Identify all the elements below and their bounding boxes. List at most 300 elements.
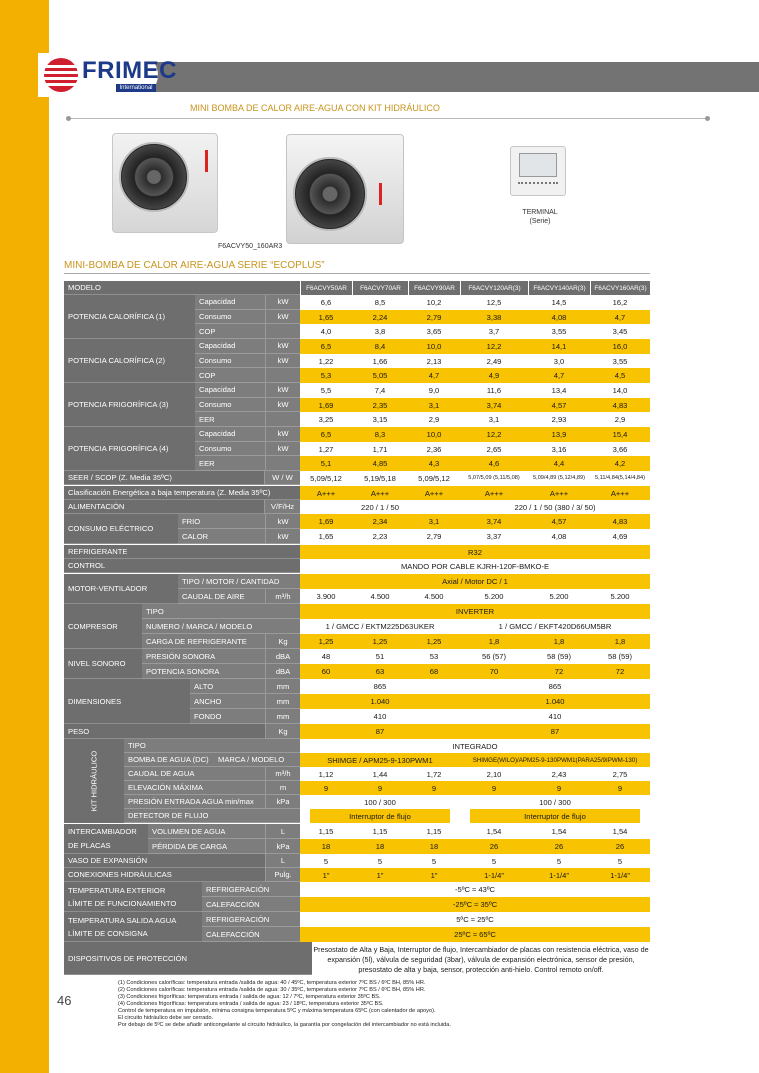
value-cell: 2,49 — [486, 356, 502, 366]
row-label: ALIMENTACIÓN — [64, 500, 264, 514]
value-cell: 58 (59) — [607, 652, 633, 661]
value-cell: 1” — [408, 868, 460, 882]
value-cell: 4,3 — [408, 456, 460, 471]
value-cell: 2,9 — [614, 415, 626, 425]
value-cell: 9 — [460, 781, 528, 795]
row-label: PESO — [64, 724, 265, 739]
unit-cell: kW — [265, 383, 300, 398]
value-cell: 1,12 — [318, 769, 334, 779]
table-header-modelo: MODELO — [64, 281, 300, 295]
value-cell: 1,15 — [426, 827, 442, 836]
value-cell: 10,0 — [408, 339, 460, 354]
row-label: REFRIGERANTE — [64, 545, 300, 559]
row-label: COP — [195, 324, 265, 339]
unit-cell: kW — [265, 339, 300, 354]
value-cell: 6,5 — [300, 427, 352, 442]
value-cell: 7,4 — [374, 385, 386, 395]
value-cell: 56 (57) — [481, 652, 507, 661]
unit-cell: L — [265, 824, 300, 839]
value-cell: 4.500 — [370, 592, 390, 601]
group-label — [64, 912, 202, 942]
value-cell: 3,65 — [426, 327, 442, 337]
value-cell: 4,57 — [528, 514, 590, 529]
value-cell: 4,0 — [320, 327, 332, 337]
value-cell: 9 — [590, 781, 650, 795]
unit-cell: Pulg. — [265, 868, 300, 882]
value-cell: 5,09/5,12 — [310, 473, 342, 483]
value-cell: 5 — [491, 856, 497, 866]
value-cell: 25ºC ≈ 65ºC — [300, 927, 650, 942]
value-cell: 18 — [352, 839, 408, 854]
row-label: POTENCIA SONORA — [142, 664, 265, 679]
value-cell: 1,8 — [590, 634, 650, 649]
value-cell: 2,65 — [486, 444, 502, 454]
value-cell: 1-1/4” — [590, 868, 650, 882]
row-label: ANCHO — [190, 694, 265, 709]
divider — [64, 273, 650, 274]
value-cell: 2,79 — [426, 532, 442, 541]
value-cell: 3.900 — [316, 592, 336, 601]
brand-logo — [38, 53, 177, 97]
unit-cell: kW — [265, 295, 300, 310]
row-label: CAUDAL DE AGUA — [124, 767, 265, 781]
value-cell: 2,13 — [426, 356, 442, 366]
group-label: POTENCIA FRIGORÍFICA (4) — [64, 427, 195, 471]
model-header: F6ACVY50AR — [300, 281, 352, 295]
value-cell: 410 — [548, 712, 562, 721]
value-cell: 3,1 — [408, 398, 460, 413]
value-cell: 63 — [352, 664, 408, 679]
unit-cell — [265, 456, 300, 471]
value-cell: 1,54 — [486, 827, 502, 836]
value-cell: 4,4 — [528, 456, 590, 471]
value-cell: 5,09/5,12 — [418, 473, 450, 483]
value-cell: 13,9 — [528, 427, 590, 442]
value-cell: 3,38 — [460, 310, 528, 325]
value-cell: 1-1/4” — [460, 868, 528, 882]
value-cell: 5ºC ≈ 25ºC — [456, 915, 494, 924]
group-label: CONSUMO ELÉCTRICO — [64, 514, 178, 544]
value-cell: 4,7 — [408, 368, 460, 383]
value-cell: SHIMGE(WILO)/APM25-9-130PWM1(PARA25/9IPWM-130) — [460, 753, 650, 767]
value-cell: 12,5 — [486, 297, 502, 307]
row-label: DETECTOR DE FLUJO — [124, 809, 300, 823]
fan-icon — [119, 142, 189, 212]
inter-label: INTERCAMBIADOR — [68, 826, 137, 836]
row-label: PRESIÓN SONORA — [142, 649, 265, 664]
value-cell: 3,66 — [612, 444, 628, 454]
value-cell: 5.200 — [484, 592, 504, 601]
value-cell: MANDO POR CABLE KJRH-120F-BMKO-E — [400, 561, 550, 571]
temp-label: TEMPERATURA EXTERIOR — [68, 885, 166, 895]
terminal-caption: TERMINAL (Serie) — [522, 209, 558, 225]
value-cell: 4,69 — [612, 532, 628, 541]
value-cell: 1 / GMCC / EKFT420D66UM5BR — [498, 622, 612, 631]
value-cell: -25ºC ≈ 35ºC — [300, 897, 650, 912]
unit-cell: kW — [265, 354, 300, 369]
value-cell: 3,1 — [408, 514, 460, 529]
row-label: FRIO — [178, 514, 265, 529]
group-label — [64, 882, 202, 912]
page-subtitle: MINI BOMBA DE CALOR AIRE-AGUA CON KIT HIDRÁULICO — [190, 103, 440, 113]
row-label: CALEFACCIÓN — [202, 897, 300, 912]
value-cell: 87 — [300, 724, 460, 739]
value-cell: A+++ — [300, 486, 352, 500]
row-label: Consumo — [195, 398, 265, 413]
unit-cell: kW — [265, 427, 300, 442]
row-label: CALEFACCIÓN — [202, 927, 300, 942]
value-cell: 9 — [352, 781, 408, 795]
value-cell: 1-1/4” — [528, 868, 590, 882]
value-cell: 4,83 — [590, 398, 650, 413]
value-cell: 1,71 — [372, 444, 388, 454]
table-title: MINI-BOMBA DE CALOR AIRE-AGUA SERIE “ECOPLUS” — [64, 260, 325, 271]
footnote: Control de temperatura en impulsión, mínima consigna temperatura 5ºC y máxima temperatura 65ºC (con calentador de apoyo). — [118, 1008, 436, 1014]
outdoor-unit-image — [286, 134, 404, 244]
value-cell: 53 — [429, 652, 439, 661]
value-cell: Interruptor de flujo — [470, 809, 640, 823]
row-label: COP — [195, 368, 265, 383]
value-cell: 16,2 — [612, 297, 628, 307]
value-cell: 14,5 — [551, 297, 567, 307]
brand-name: FRIMEC — [82, 57, 177, 84]
value-cell: 1,8 — [460, 634, 528, 649]
value-cell: 1,8 — [528, 634, 590, 649]
value-cell: 3,55 — [612, 356, 628, 366]
value-cell: 60 — [300, 664, 352, 679]
value-cell: INTEGRADO — [452, 741, 498, 751]
value-cell: 2,35 — [352, 398, 408, 413]
row-label: CONEXIONES HIDRÁULICAS — [64, 868, 265, 882]
row-label: PRESIÓN ENTRADA AGUA min/max — [124, 795, 265, 809]
value-cell: 18 — [408, 839, 460, 854]
temp-label: TEMPERATURA SALIDA AGUA — [68, 915, 177, 925]
value-cell: 4,5 — [590, 368, 650, 383]
unit-cell: W / W — [264, 471, 300, 485]
page-number: 46 — [57, 993, 72, 1008]
protection-devices-text: Presostato de Alta y Baja, Interruptor de flujo, Intercambiador de placas con resistencia eléctrica, vaso de expansión (5l), válvula de seguridad (3bar), válvula de expansión electrónica, sensor de presión, presostato de alta y baja, sensor, protección anti-hielo. Control remoto on/off. — [313, 945, 649, 974]
unit-cell: Kg — [265, 724, 300, 739]
row-label: FONDO — [190, 709, 265, 724]
unit-cell: kW — [265, 514, 300, 529]
value-cell: 4,85 — [352, 456, 408, 471]
value-cell: 1,54 — [551, 827, 567, 836]
value-cell: 68 — [408, 664, 460, 679]
group-label: DIMENSIONES — [64, 679, 190, 724]
value-cell: 3,16 — [551, 444, 567, 454]
value-cell: 3,15 — [372, 415, 388, 425]
value-cell: 3,0 — [553, 356, 565, 366]
value-cell: 10,2 — [426, 297, 442, 307]
unit-cell: kW — [265, 310, 300, 325]
row-label: Capacidad — [195, 295, 265, 310]
value-cell: 5,07/5,09 (5,11/5,08) — [468, 475, 520, 481]
outdoor-unit-image — [112, 133, 218, 233]
temp-label: LÍMITE DE FUNCIONAMIENTO — [68, 898, 177, 908]
value-cell: 1,15 — [318, 827, 334, 836]
unit-cell: V/F/Hz — [264, 500, 300, 514]
row-label: Consumo — [195, 442, 265, 457]
value-cell: 58 (59) — [546, 652, 572, 661]
value-cell: 5,5 — [320, 385, 332, 395]
value-cell: 1,69 — [300, 514, 352, 529]
value-cell: 16,0 — [590, 339, 650, 354]
row-label: Consumo — [195, 354, 265, 369]
footnote: (3) Condiciones frigoríficas: temperatura entrada / salida de agua: 12 / 7ºC, temperatura exterior 35ºC BS. — [118, 994, 381, 1000]
value-cell: 5 — [617, 856, 623, 866]
value-cell: 1.040 — [460, 694, 650, 709]
value-cell: 4,9 — [460, 368, 528, 383]
footnote: (2) Condiciones caloríficas: temperatura entrada /salida de agua: 30 / 35ºC, temperatura exterior 7ºC BS / 6ºC BH, 85% HR. — [118, 987, 426, 993]
value-cell: 3,8 — [374, 327, 386, 337]
value-cell: 1,54 — [612, 827, 628, 836]
value-cell: 1,69 — [300, 398, 352, 413]
value-cell: 8,5 — [374, 297, 386, 307]
value-cell: A+++ — [408, 486, 460, 500]
value-cell: 13,4 — [551, 385, 567, 395]
value-cell: 3,1 — [488, 415, 500, 425]
value-cell: 2,10 — [486, 769, 502, 779]
footnote: (1) Condiciones caloríficas: temperatura entrada /salida de agua: 40 / 45ºC, temperatura exterior 7ºC BS / 6ºC BH, 85% HR. — [118, 980, 426, 986]
value-cell: 1,15 — [372, 827, 388, 836]
value-cell: 220 / 1 / 50 (380 / 3/ 50) — [514, 502, 596, 512]
value-cell: 410 — [373, 712, 387, 721]
unit-cell: mm — [265, 679, 300, 694]
unit-cell: L — [265, 854, 300, 868]
value-cell: 5,05 — [352, 368, 408, 383]
divider — [68, 118, 708, 119]
value-cell: 220 / 1 / 50 — [361, 502, 399, 512]
group-label: POTENCIA CALORÍFICA (2) — [64, 339, 195, 383]
value-cell: 14,1 — [528, 339, 590, 354]
unit-cell: mm — [265, 709, 300, 724]
value-cell: 2,23 — [372, 532, 388, 541]
value-cell: 100 / 300 — [539, 797, 571, 807]
unit-model-caption: F6ACVY50_160AR3 — [218, 243, 283, 250]
row-label: REFRIGERACIÓN — [202, 882, 300, 897]
value-cell: 6,6 — [320, 297, 332, 307]
value-cell: 4,7 — [590, 310, 650, 325]
value-cell: 11,6 — [486, 385, 502, 395]
model-header: F6ACVY120AR(3) — [460, 281, 528, 295]
group-label: NIVEL SONORO — [64, 649, 142, 679]
value-cell: Axial / Motor DC / 1 — [300, 574, 650, 589]
value-cell: 5 — [323, 856, 329, 866]
group-label: COMPRESOR — [64, 604, 142, 649]
value-cell: 51 — [375, 652, 385, 661]
group-label: POTENCIA FRIGORÍFICA (3) — [64, 383, 195, 427]
value-cell: 1,65 — [300, 310, 352, 325]
temp-label: LÍMITE DE CONSIGNA — [68, 928, 148, 938]
value-cell: 865 — [373, 682, 387, 691]
value-cell: 3,45 — [612, 327, 628, 337]
unit-cell: kW — [265, 442, 300, 457]
row-label: VOLUMEN DE AGUA — [148, 824, 265, 839]
group-label — [64, 824, 148, 854]
footnote: Por debajo de 5ºC se debe añadir anticongelante al circuito hidráulico, la garantía por congelación del intercambiador no está incluida. — [118, 1022, 451, 1028]
value-cell: 9 — [300, 781, 352, 795]
model-header: F6ACVY90AR — [408, 281, 460, 295]
row-label: Clasificación Energética a baja temperatura (Z. Media 35ºC) — [64, 486, 300, 500]
row-label: ELEVACIÓN MÁXIMA — [124, 781, 265, 795]
value-cell: 6,5 — [300, 339, 352, 354]
value-cell: 5,11/4,84(5,14/4,84) — [595, 475, 645, 481]
row-label: Capacidad — [195, 427, 265, 442]
value-cell: 3,37 — [486, 532, 502, 541]
value-cell: 1 / GMCC / EKTM225D63UKER — [325, 622, 435, 631]
group-label: POTENCIA CALORÍFICA (1) — [64, 295, 195, 339]
value-cell: 2,43 — [551, 769, 567, 779]
value-cell: 5,09/4,89 (5,12/4,89) — [533, 475, 585, 481]
model-header: F6ACVY70AR — [352, 281, 408, 295]
footnote: (4) Condiciones frigoríficas: temperatura entrada / salida de agua: 23 / 18ºC, temperatura exterior 35ºC BS. — [118, 1001, 384, 1007]
row-label: PÉRDIDA DE CARGA — [148, 839, 265, 854]
value-cell: -5ºC ≈ 43ºC — [454, 885, 496, 894]
value-cell: 26 — [590, 839, 650, 854]
row-label: VASO DE EXPANSIÓN — [64, 854, 265, 868]
model-header: F6ACVY140AR(3) — [528, 281, 590, 295]
value-cell: 4,08 — [528, 310, 590, 325]
value-cell: 1.040 — [300, 694, 460, 709]
value-cell: 18 — [300, 839, 352, 854]
value-cell: 4,6 — [460, 456, 528, 471]
value-cell: 5 — [431, 856, 437, 866]
value-cell: 12,2 — [460, 427, 528, 442]
value-cell: INVERTER — [300, 604, 650, 619]
value-cell: 70 — [460, 664, 528, 679]
row-label: TIPO / MOTOR / CANTIDAD — [178, 574, 300, 589]
value-cell: 5,1 — [300, 456, 352, 471]
unit-cell: m — [265, 781, 300, 795]
value-cell: 3,25 — [318, 415, 334, 425]
value-cell: A+++ — [460, 486, 528, 500]
value-cell: 4,08 — [551, 532, 567, 541]
row-label: CONTROL — [64, 559, 300, 573]
group-label: MOTOR-VENTILADOR — [64, 574, 178, 604]
value-cell: A+++ — [528, 486, 590, 500]
value-cell: 3,74 — [460, 514, 528, 529]
value-cell: 2,36 — [426, 444, 442, 454]
value-cell: R32 — [300, 545, 650, 559]
value-cell: 3,55 — [551, 327, 567, 337]
value-cell: 2,79 — [408, 310, 460, 325]
value-cell: 5,3 — [300, 368, 352, 383]
value-cell: 1” — [352, 868, 408, 882]
value-cell: 1,25 — [300, 634, 352, 649]
value-cell: 48 — [321, 652, 331, 661]
value-cell: 4.500 — [424, 592, 444, 601]
row-label: SEER / SCOP (Z. Media 35ºC) — [64, 471, 264, 485]
row-label: CAUDAL DE AIRE — [178, 589, 265, 604]
value-cell: A+++ — [590, 486, 650, 500]
value-cell: 14,0 — [612, 385, 628, 395]
row-label: CALOR — [178, 529, 265, 544]
value-cell: 8,4 — [352, 339, 408, 354]
value-cell: 8,3 — [352, 427, 408, 442]
row-label: ALTO — [190, 679, 265, 694]
unit-cell — [265, 324, 300, 339]
value-cell: 9 — [528, 781, 590, 795]
value-cell: 12,2 — [460, 339, 528, 354]
kit-hidraulico-label: KIT HIDRÁULICO — [64, 739, 124, 823]
inter-label: DE PLACAS — [68, 840, 111, 850]
value-cell: 1,72 — [426, 769, 442, 779]
value-cell: 2,75 — [612, 769, 628, 779]
terminal-image — [510, 146, 566, 196]
row-label: DISPOSITIVOS DE PROTECCIÓN — [64, 942, 312, 975]
value-cell: 10,0 — [408, 427, 460, 442]
value-cell: 26 — [528, 839, 590, 854]
brand-tagline: International — [116, 84, 156, 92]
model-header: F6ACVY160AR(3) — [590, 281, 650, 295]
value-cell: 4,57 — [528, 398, 590, 413]
unit-cell — [265, 412, 300, 427]
unit-cell: dBA — [265, 664, 300, 679]
logo-mark-icon — [44, 58, 78, 92]
value-cell: 2,9 — [428, 415, 440, 425]
value-cell: 5.200 — [549, 592, 569, 601]
value-cell: 5 — [556, 856, 562, 866]
unit-cell: Kg — [265, 634, 300, 649]
value-cell: 4,7 — [528, 368, 590, 383]
value-cell: 5,19/5,18 — [364, 473, 396, 483]
value-cell: 100 / 300 — [364, 797, 396, 807]
value-cell: 72 — [528, 664, 590, 679]
value-cell: 4,2 — [590, 456, 650, 471]
side-accent-bar — [0, 0, 49, 1073]
row-label: TIPO — [142, 604, 300, 619]
row-label: Capacidad — [195, 383, 265, 398]
value-cell: 1,65 — [318, 532, 334, 541]
unit-cell: kW — [265, 398, 300, 413]
unit-cell — [265, 368, 300, 383]
value-cell: 5.200 — [610, 592, 630, 601]
value-cell: 9,0 — [428, 385, 440, 395]
value-cell: 9 — [408, 781, 460, 795]
value-cell: 87 — [460, 724, 650, 739]
unit-cell: m³/h — [265, 589, 300, 604]
unit-cell: m³/h — [265, 767, 300, 781]
value-cell: 26 — [460, 839, 528, 854]
unit-cell: kPa — [265, 795, 300, 809]
value-cell: 15,4 — [590, 427, 650, 442]
unit-cell: kPa — [265, 839, 300, 854]
value-cell: Interruptor de flujo — [310, 809, 450, 823]
unit-cell: mm — [265, 694, 300, 709]
value-cell: 4,83 — [590, 514, 650, 529]
value-cell: 5 — [377, 856, 383, 866]
value-cell: 1,22 — [318, 356, 334, 366]
value-cell: 3,7 — [488, 327, 500, 337]
row-label: EER — [195, 456, 265, 471]
row-label: Consumo — [195, 310, 265, 325]
row-label: NUMERO / MARCA / MODELO — [142, 619, 300, 634]
footnotes — [118, 980, 678, 1029]
value-cell: 1” — [300, 868, 352, 882]
value-cell: 865 — [548, 682, 562, 691]
value-cell: 3,74 — [460, 398, 528, 413]
row-label: EER — [195, 412, 265, 427]
value-cell: 72 — [590, 664, 650, 679]
value-cell: 1,66 — [372, 356, 388, 366]
footnote: El circuito hidráulico debe ser cerrado. — [118, 1015, 214, 1021]
row-label: TIPO — [124, 739, 300, 753]
row-label: REFRIGERACIÓN — [202, 912, 300, 927]
value-cell: 2,24 — [352, 310, 408, 325]
value-cell: 1,44 — [372, 769, 388, 779]
value-cell: SHIMGE / APM25-9-130PWM1 — [300, 753, 460, 767]
value-cell: 2,93 — [551, 415, 567, 425]
